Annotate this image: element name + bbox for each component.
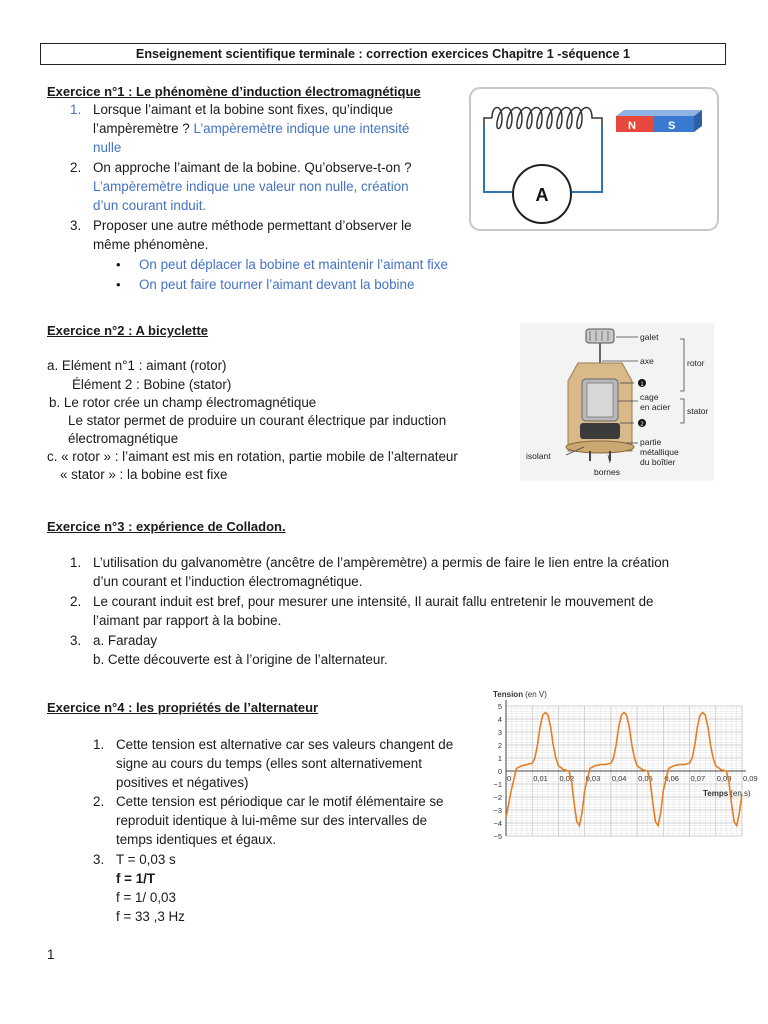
ex2-c-line1: c. « rotor » : l’aimant est mis en rotation, partie mobile de l’alternateur <box>47 449 458 464</box>
label-partie-3: du boîtier <box>640 457 676 467</box>
ex4-heading: Exercice n°4 : les propriétés de l’alternateur <box>47 700 319 715</box>
ex1-q3-number: 3. <box>70 218 82 233</box>
chart-y-label: Tension (en V) <box>493 690 547 699</box>
ex3-item3-number: 3. <box>70 633 82 648</box>
label-rotor: rotor <box>687 358 705 368</box>
ex4-item2-number: 2. <box>93 794 105 809</box>
label-stator: stator <box>687 406 709 416</box>
ex2-b-line1: b. Le rotor crée un champ électromagnétique <box>49 395 317 410</box>
ex2-c-line2: « stator » : la bobine est fixe <box>60 467 228 482</box>
y-tick-label: 4 <box>497 715 502 724</box>
dynamo-figure <box>520 323 714 481</box>
x-tick-label: 0,07 <box>690 774 706 783</box>
ex3-item2-line2: l’aimant par rapport à la bobine. <box>93 613 282 628</box>
ex4-item1-line3: positives et négatives) <box>116 775 249 790</box>
x-tick-label: 0 <box>507 774 512 783</box>
ex3-item2-line1: Le courant induit est bref, pour mesurer une intensité, Il aurait fallu entretenir le mouvement de <box>93 594 654 609</box>
magnet-south-label: S <box>668 120 676 132</box>
ex4-item1-line2: signe au cours du temps (elles sont alternativement <box>116 756 422 771</box>
ex1-q3-line2: même phénomène. <box>93 237 209 252</box>
ex2-b-line3: électromagnétique <box>68 431 179 446</box>
ex3-item1-number: 1. <box>70 555 82 570</box>
x-tick-label: 0,05 <box>638 774 653 783</box>
y-tick-label: 1 <box>497 754 502 763</box>
y-tick-label: −2 <box>493 793 502 802</box>
ex1-bullet2: On peut faire tourner l’aimant devant la bobine <box>139 277 415 292</box>
page-number: 1 <box>47 947 55 962</box>
dynamo-marker-2: 2 <box>640 422 644 428</box>
ex4-item2-line1: Cette tension est périodique car le motif élémentaire se <box>116 794 444 809</box>
ex1-q1-answer-end: nulle <box>93 140 122 155</box>
ex1-q1-number: 1. <box>70 102 82 117</box>
ex2-a-line2: Élément 2 : Bobine (stator) <box>72 377 232 392</box>
label-axe: axe <box>640 356 654 366</box>
ex4-frequency-calc: f = 1/ 0,03 <box>116 890 176 905</box>
label-partie-2: métallique <box>640 447 679 457</box>
ex3-item2-number: 2. <box>70 594 82 609</box>
x-tick-label: 0,01 <box>533 774 548 783</box>
ex1-q1-line2 <box>93 121 409 136</box>
ex1-q1-line1: Lorsque l’aimant et la bobine sont fixes, qu’indique <box>93 102 393 117</box>
y-tick-label: 5 <box>497 702 502 711</box>
document-title: Enseignement scientifique terminale : correction exercices Chapitre 1 -séquence 1 <box>40 43 726 65</box>
ex4-item1-line1: Cette tension est alternative car ses valeurs changent de <box>116 737 454 752</box>
ex4-frequency-result: f = 33 ,3 Hz <box>116 909 185 924</box>
x-tick-label: 0,04 <box>611 774 627 783</box>
magnet-icon <box>616 110 702 132</box>
label-bornes: bornes <box>594 467 620 477</box>
ex1-bullet-icon: • <box>116 277 121 292</box>
induction-circuit-figure <box>468 86 720 232</box>
ex1-bullet1: On peut déplacer la bobine et maintenir l’aimant fixe <box>139 257 448 272</box>
ex3-heading: Exercice n°3 : expérience de Colladon. <box>47 519 286 534</box>
ex1-q1-answer-start: L’ampèremètre indique une intensité <box>193 121 410 136</box>
dynamo-marker-1: 1 <box>640 382 644 388</box>
ex4-frequency-formula: f = 1/T <box>116 871 156 886</box>
ex3-item3-line2: b. Cette découverte est à l’origine de l’alternateur. <box>93 652 388 667</box>
ex1-q2-answer-line2: d’un courant induit. <box>93 198 207 213</box>
ex1-bullet-icon: • <box>116 257 121 272</box>
chart-y-ticks <box>493 702 502 841</box>
magnet-north-label: N <box>628 120 636 132</box>
x-tick-label: 0,09 <box>743 774 758 783</box>
ex4-period: T = 0,03 s <box>116 852 176 867</box>
x-tick-label: 0,08 <box>716 774 732 783</box>
label-partie-1: partie <box>640 437 662 447</box>
ex4-item2-line2: reproduit identique à lui-même sur des intervalles de <box>116 813 428 828</box>
ex2-b-line2: Le stator permet de produire un courant électrique par induction <box>68 413 447 428</box>
chart-x-label: Temps (en s) <box>703 789 751 798</box>
ex3-item1-line1: L’utilisation du galvanomètre (ancêtre de l’ampèremètre) a permis de faire le lien entre la création <box>93 555 670 570</box>
x-tick-label: 0,06 <box>664 774 679 783</box>
y-tick-label: 0 <box>497 767 502 776</box>
ex4-item2-line3: temps identiques et égaux. <box>116 832 277 847</box>
ex1-q2-number: 2. <box>70 160 82 175</box>
ex3-item1-line2: d’un courant et l’induction électromagnétique. <box>93 574 363 589</box>
label-galet: galet <box>640 332 659 342</box>
ex2-a-line1: a. Elément n°1 : aimant (rotor) <box>47 358 227 373</box>
ex4-item3-number: 3. <box>93 852 105 867</box>
y-tick-label: −1 <box>493 780 502 789</box>
y-tick-label: −5 <box>493 832 502 841</box>
ex4-item1-number: 1. <box>93 737 105 752</box>
ex1-q1-question-end: l’ampèremètre ? <box>93 121 190 136</box>
ex1-q3-line1: Proposer une autre méthode permettant d’observer le <box>93 218 412 233</box>
x-tick-label: 0,02 <box>559 774 575 783</box>
ex2-heading: Exercice n°2 : A bicyclette <box>47 323 209 338</box>
y-tick-label: 3 <box>497 728 502 737</box>
x-tick-label: 0,03 <box>585 774 601 783</box>
y-tick-label: 2 <box>497 741 502 750</box>
ex1-q2-answer-line1: L’ampèremètre indique une valeur non nulle, création <box>93 179 409 194</box>
chart-x-ticks <box>507 774 758 783</box>
label-cage-1: cage <box>640 392 659 402</box>
tension-chart <box>486 686 758 848</box>
y-tick-label: −4 <box>493 819 502 828</box>
ex3-item3-line1: a. Faraday <box>93 633 158 648</box>
y-tick-label: −3 <box>493 806 502 815</box>
ammeter-label: A <box>535 185 549 205</box>
label-cage-2: en acier <box>640 402 671 412</box>
ex1-heading: Exercice n°1 : Le phénomène d’induction électromagnétique <box>47 84 421 99</box>
ex1-q2-question: On approche l’aimant de la bobine. Qu’observe-t-on ? <box>93 160 412 175</box>
label-isolant: isolant <box>526 451 551 461</box>
